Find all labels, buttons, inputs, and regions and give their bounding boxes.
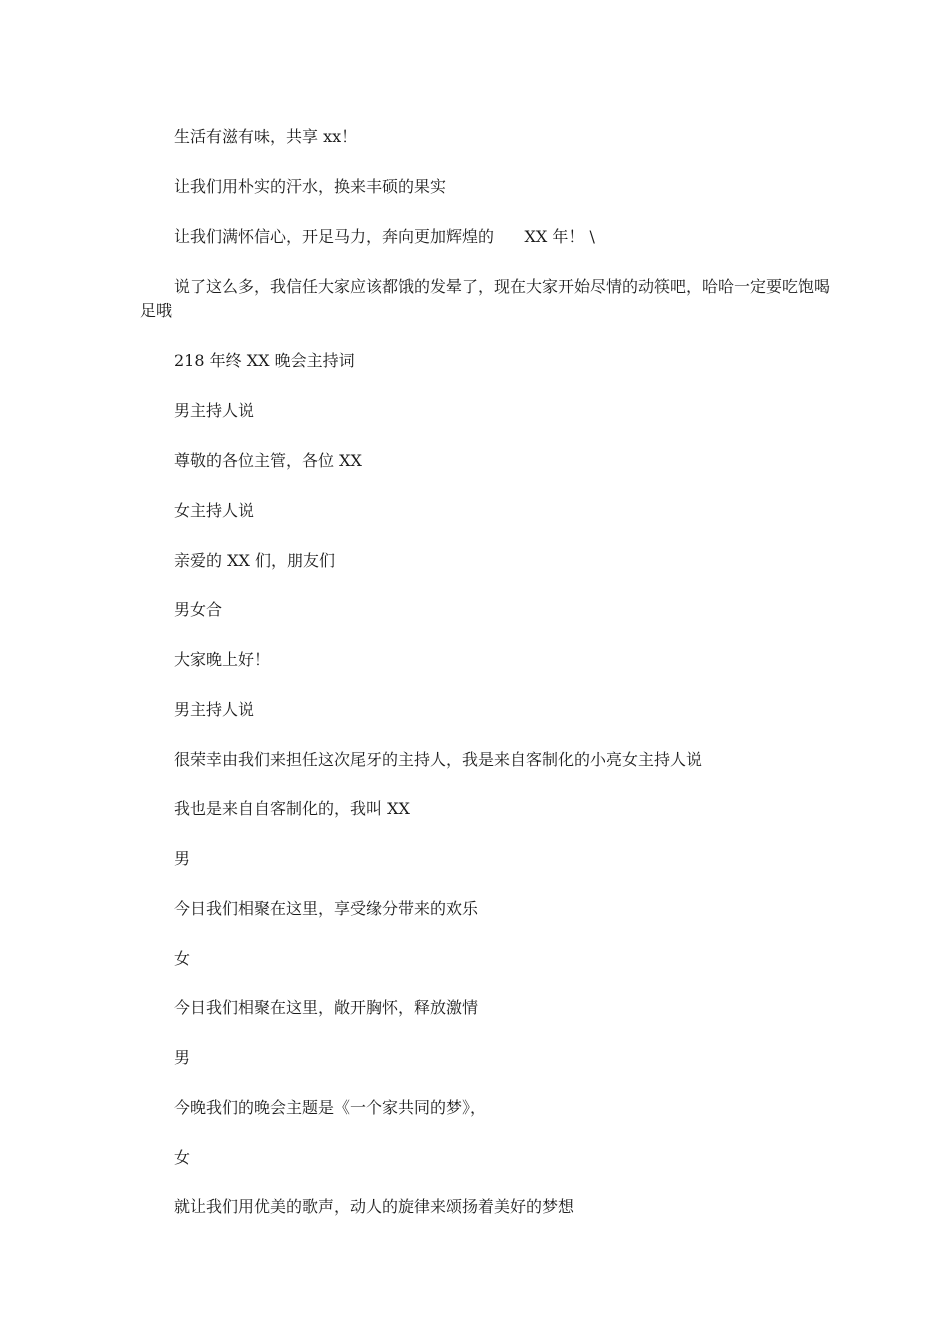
paragraph: 尊敬的各位主管，各位 XX (174, 451, 362, 470)
paragraph: 今晚我们的晚会主题是《一个家共同的梦》， (174, 1098, 487, 1117)
paragraph: 218 年终 XX 晚会主持词 (174, 351, 355, 370)
paragraph: 今日我们相聚在这里，享受缘分带来的欢乐 (174, 899, 479, 918)
paragraph: 让我们满怀信心，开足马力，奔向更加辉煌的 XX 年！ \ (174, 227, 595, 246)
paragraph: 说了这么多，我信任大家应该都饿的发晕了，现在大家开始尽情的动筷吧，哈哈一定要吃饱喝足哦 (140, 277, 831, 320)
paragraph: 让我们用朴实的汗水，换来丰硕的果实 (174, 177, 447, 196)
paragraph: 很荣幸由我们来担任这次尾牙的主持人，我是来自客制化的小亮女主持人说 (174, 750, 703, 769)
paragraph: 大家晚上好！ (174, 650, 271, 669)
paragraph: 女 (174, 949, 191, 968)
paragraph: 男主持人说 (174, 700, 255, 719)
paragraph: 我也是来自自客制化的，我叫 XX (174, 799, 410, 818)
paragraph: 男 (174, 849, 191, 868)
paragraph: 生活有滋有味，共享 xx！ (174, 127, 358, 146)
paragraph: 女主持人说 (174, 501, 255, 520)
paragraph: 亲爱的 XX 们，朋友们 (174, 551, 335, 570)
paragraph: 今日我们相聚在这里，敞开胸怀，释放激情 (174, 998, 479, 1017)
paragraph: 就让我们用优美的歌声，动人的旋律来颂扬着美好的梦想 (174, 1197, 575, 1216)
paragraph: 男女合 (174, 600, 223, 619)
paragraph: 男主持人说 (174, 401, 255, 420)
paragraph: 女 (174, 1148, 191, 1167)
paragraph: 男 (174, 1048, 191, 1067)
